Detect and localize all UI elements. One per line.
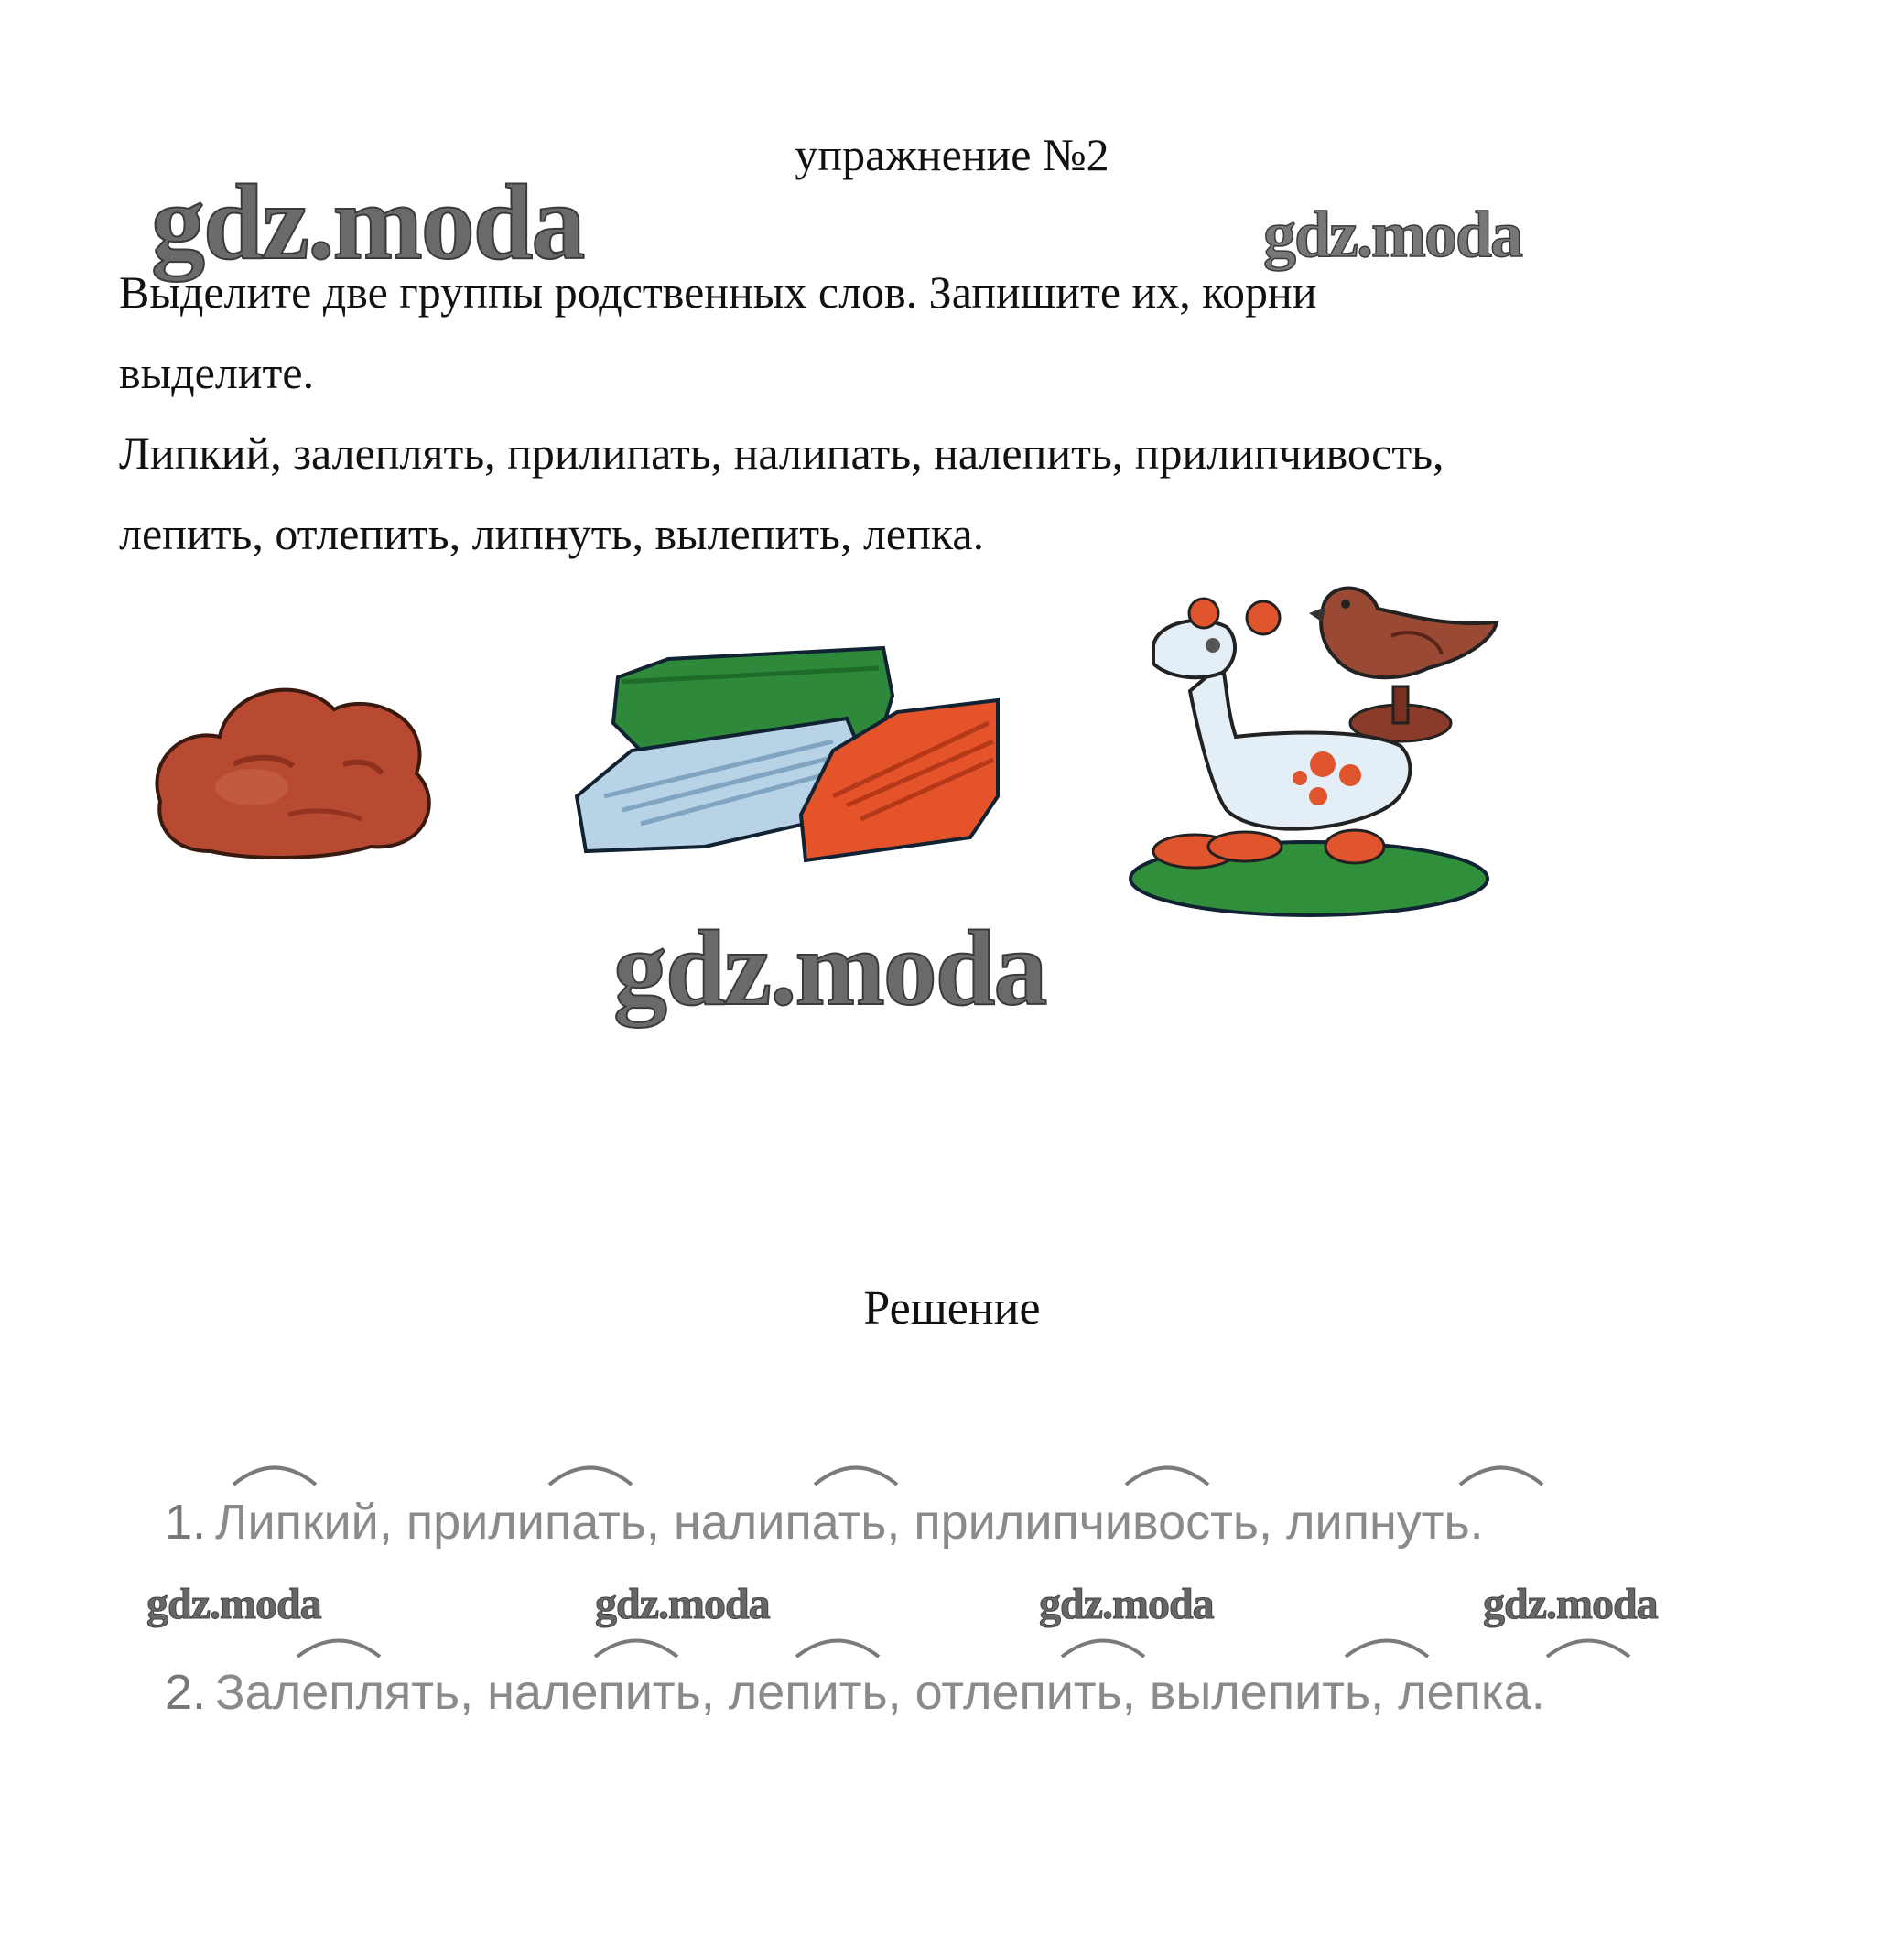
watermark: gdz.moda	[151, 162, 584, 282]
root-arc	[298, 1641, 380, 1658]
root-arc	[1126, 1468, 1208, 1486]
answer-number: 1.	[165, 1495, 207, 1550]
root-arc	[1460, 1468, 1542, 1486]
clay-figurines-icon	[1126, 572, 1529, 920]
watermark: gdz.moda	[1039, 1580, 1214, 1628]
watermark: gdz.moda	[613, 908, 1046, 1028]
watermark: gdz.moda	[595, 1580, 770, 1628]
root-arc	[815, 1468, 897, 1486]
exercise-title: упражнение №2	[795, 129, 1109, 180]
root-arc	[1346, 1641, 1428, 1658]
answer-number: 2.	[165, 1665, 207, 1720]
plasticine-bars-icon	[568, 641, 1007, 879]
answer-row-2	[165, 1664, 1545, 1721]
watermark: gdz.moda	[1263, 198, 1522, 271]
root-arc	[595, 1641, 677, 1658]
clay-lump-icon	[142, 664, 453, 865]
answer-row-1	[165, 1494, 1484, 1550]
root-arc	[1547, 1641, 1629, 1658]
word-list-line: лепить, отлепить, липнуть, вылепить, лепка.	[119, 508, 985, 559]
task-text	[119, 252, 1767, 574]
answer-text: Липкий, прилипать, налипать, прилипчивость, липнуть.	[215, 1495, 1484, 1550]
watermark: gdz.moda	[146, 1580, 321, 1628]
root-arc	[1062, 1641, 1144, 1658]
task-line: выделите.	[119, 347, 315, 398]
word-list-line: Липкий, залеплять, прилипать, налипать, налепить, прилипчивость,	[119, 427, 1444, 479]
root-arc	[233, 1468, 316, 1486]
root-arc	[796, 1641, 879, 1658]
answer-text: Залеплять, налепить, лепить, отлепить, вылепить, лепка.	[215, 1665, 1545, 1720]
task-line: Выделите две группы родственных слов. Запишите их, корни	[119, 266, 1317, 318]
root-arc	[549, 1468, 632, 1486]
watermark: gdz.moda	[1483, 1580, 1658, 1628]
solution-heading: Решение	[863, 1282, 1041, 1334]
